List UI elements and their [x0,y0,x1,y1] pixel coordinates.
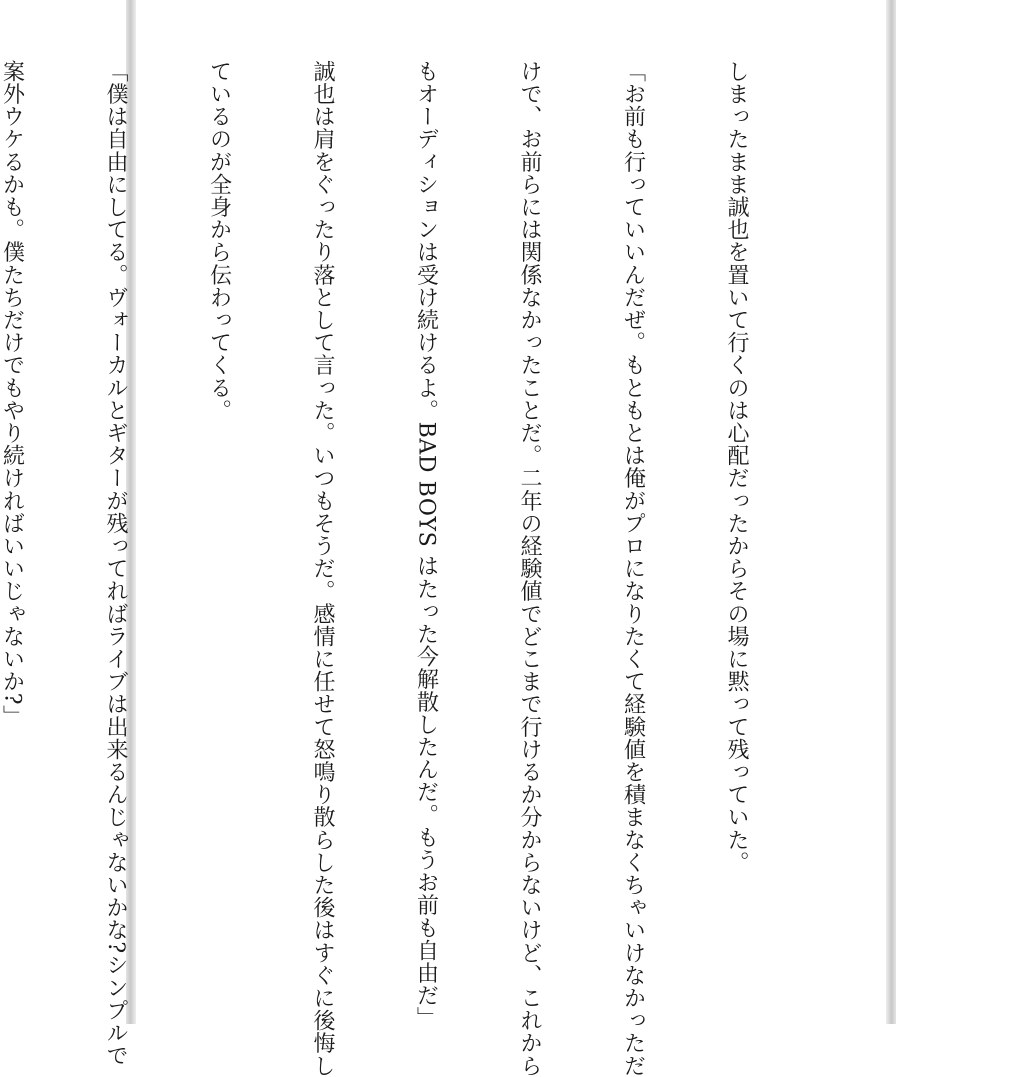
page-edge-right-shadow [886,0,896,1024]
text-line: けで、お前らには関係なかったことだ。二年の経験値でどこまで行けるか分からないけど、これから [517,60,542,1077]
text-line: 誠也は肩をぐったり落として言った。いつもそうだ。感情に任せて怒鳴り散らした後はすぐに後悔し [310,60,335,1077]
text-line: 「お前も行っていいんだぜ。もともとは俺がプロになりたくて経験値を積まなくちゃいけなかっただ [620,60,646,1077]
text-line: もオーディションは受け続けるよ。BAD BOYS はたった今解散したんだ。もうお前も自由だ」 [413,60,439,1030]
text-line: しまったまま誠也を置いて行くのは心配だったからその場に黙って残っていた。 [724,60,749,874]
vertical-text-body [0,60,822,1077]
text-line: 「僕は自由にしてる。ヴォーカルとギターが残ってればライブは出来るんじゃないかな?シンプルで [103,60,128,1067]
text-line: 案外ウケるかも。僕たちだけでもやり続ければいいじゃないか?」 [0,60,25,728]
text-line: ているのが全身から伝わってくる。 [206,60,232,422]
